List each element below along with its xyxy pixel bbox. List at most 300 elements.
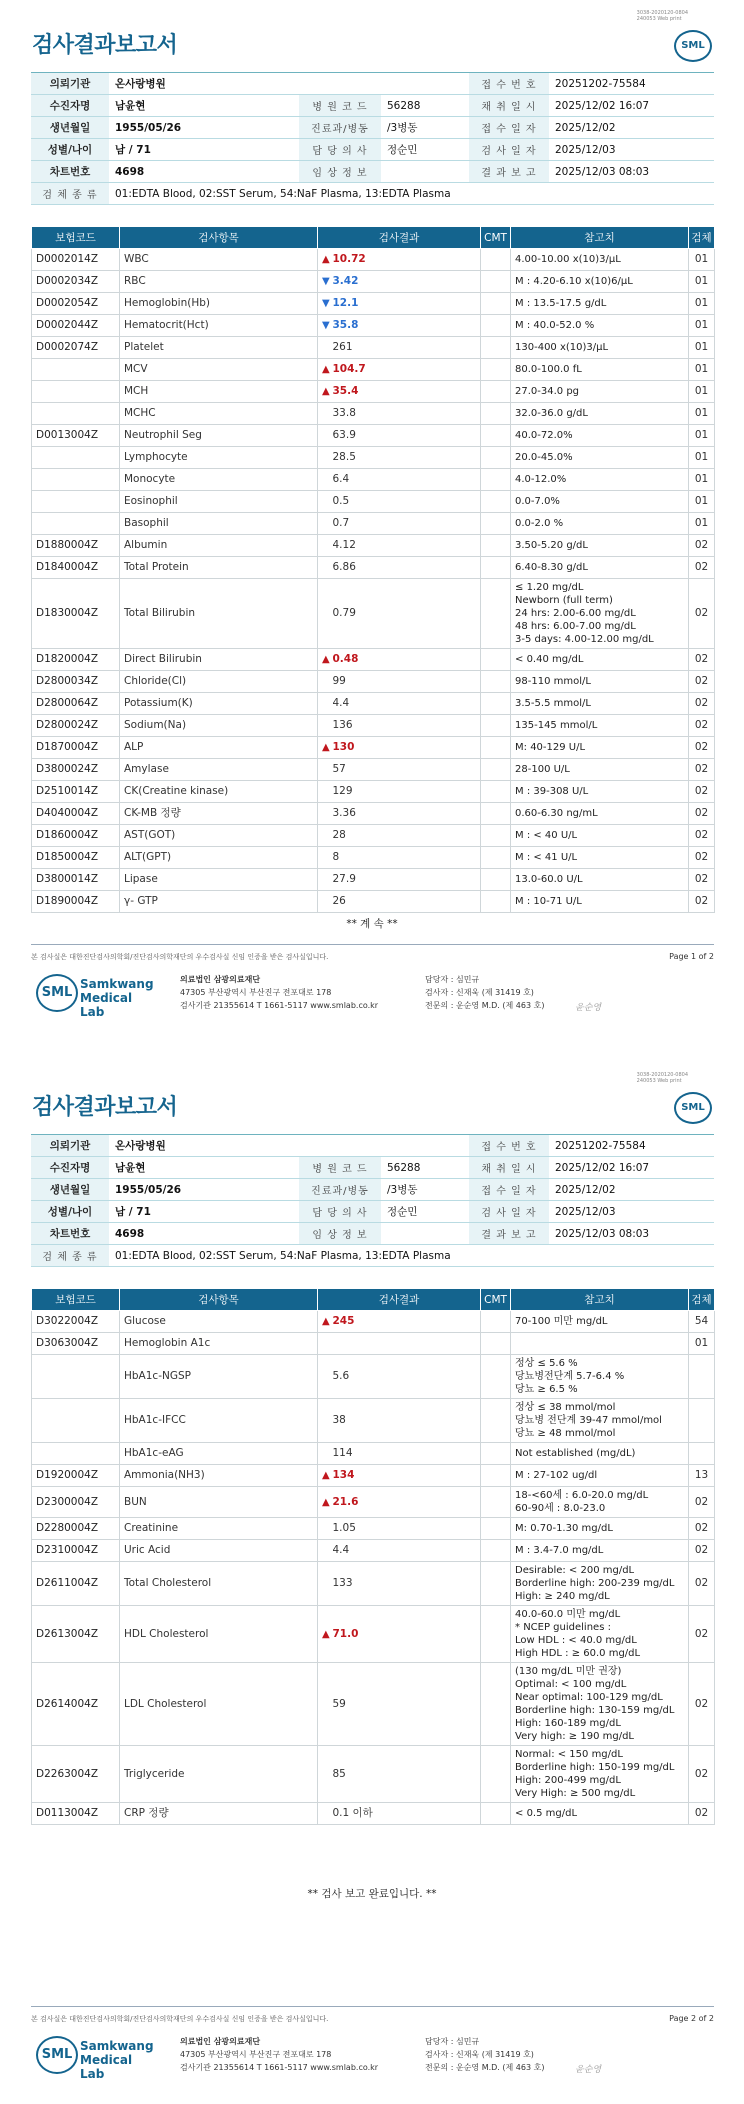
header-item: 검사항목 bbox=[120, 227, 318, 249]
test-result: 3.42 bbox=[330, 271, 481, 293]
hospital-code-value: 56288 bbox=[381, 95, 469, 117]
insurance-code: D2800024Z bbox=[32, 715, 120, 737]
dept-value: /3병동 bbox=[381, 1179, 469, 1201]
test-result bbox=[330, 1333, 481, 1355]
cmt-cell bbox=[481, 1355, 511, 1399]
specimen-code: 02 bbox=[689, 825, 715, 847]
result-row bbox=[32, 737, 715, 759]
reference-range: 130-400 x(10)3/µL bbox=[511, 337, 689, 359]
cmt-cell bbox=[481, 803, 511, 825]
label-received: 접 수 일 자 bbox=[469, 117, 549, 139]
sex-age-value: 남 / 71 bbox=[109, 1201, 299, 1223]
cmt-cell bbox=[481, 513, 511, 535]
continued-text: ** 계 속 ** bbox=[346, 918, 398, 930]
reference-range: 40.0-72.0% bbox=[511, 425, 689, 447]
test-result: 5.6 bbox=[330, 1355, 481, 1399]
cmt-cell bbox=[481, 737, 511, 759]
cmt-cell bbox=[481, 469, 511, 491]
reference-range: M: 0.70-1.30 mg/dL bbox=[511, 1518, 689, 1540]
lab-address: 47305 부산광역시 부산진구 전포대로 178 bbox=[180, 2050, 332, 2059]
doctor-value: 정순민 bbox=[381, 139, 469, 161]
reference-range: 3.50-5.20 g/dL bbox=[511, 535, 689, 557]
label-receipt-no: 접 수 번 호 bbox=[469, 1135, 549, 1157]
test-item: Triglyceride bbox=[120, 1746, 318, 1803]
specimen-code: 02 bbox=[689, 737, 715, 759]
reference-range: M : 4.20-6.10 x(10)6/µL bbox=[511, 271, 689, 293]
result-row bbox=[32, 671, 715, 693]
insurance-code: D3800024Z bbox=[32, 759, 120, 781]
test-item: Creatinine bbox=[120, 1518, 318, 1540]
cmt-cell bbox=[481, 1540, 511, 1562]
test-item: Monocyte bbox=[120, 469, 318, 491]
label-tested: 검 사 일 자 bbox=[469, 1201, 549, 1223]
high-flag-icon: ▲ bbox=[318, 249, 330, 271]
specialist: 전문의 : 운순영 M.D. (제 463 호) bbox=[425, 1001, 545, 1010]
flag-cell bbox=[318, 715, 330, 737]
flag-cell bbox=[318, 1399, 330, 1443]
insurance-code: D1890004Z bbox=[32, 891, 120, 913]
cmt-cell bbox=[481, 1663, 511, 1746]
specimen-code: 13 bbox=[689, 1465, 715, 1487]
header-spec: 검체 bbox=[689, 1289, 715, 1311]
insurance-code: D0002044Z bbox=[32, 315, 120, 337]
test-item: Amylase bbox=[120, 759, 318, 781]
test-result: 63.9 bbox=[330, 425, 481, 447]
insurance-code: D2300004Z bbox=[32, 1487, 120, 1518]
report-title: 검사결과보고서 bbox=[32, 1095, 178, 1120]
result-row bbox=[32, 1663, 715, 1746]
label-sex-age: 성별/나이 bbox=[31, 139, 109, 161]
insurance-code: D2614004Z bbox=[32, 1663, 120, 1746]
cmt-cell bbox=[481, 759, 511, 781]
report-title: 검사결과보고서 bbox=[32, 33, 178, 58]
specimen-code: 01 bbox=[689, 359, 715, 381]
reference-range: 4.00-10.00 x(10)3/µL bbox=[511, 249, 689, 271]
specimen-code bbox=[689, 1399, 715, 1443]
patient-info-table bbox=[31, 1134, 714, 1267]
specimen-code: 01 bbox=[689, 337, 715, 359]
test-result: 130 bbox=[330, 737, 481, 759]
test-item: LDL Cholesterol bbox=[120, 1663, 318, 1746]
reference-range: 정상 ≤ 5.6 % 당뇨병전단계 5.7-6.4 % 당뇨 ≥ 6.5 % bbox=[511, 1355, 689, 1399]
insurance-code: D0002074Z bbox=[32, 337, 120, 359]
test-item: Hemoglobin(Hb) bbox=[120, 293, 318, 315]
test-item: MCH bbox=[120, 381, 318, 403]
reference-range: 0.0-2.0 % bbox=[511, 513, 689, 535]
insurance-code: D0002034Z bbox=[32, 271, 120, 293]
test-result: 28 bbox=[330, 825, 481, 847]
test-result: 133 bbox=[330, 1562, 481, 1606]
result-row bbox=[32, 759, 715, 781]
reference-range: M: 40-129 U/L bbox=[511, 737, 689, 759]
specimen-code: 02 bbox=[689, 1606, 715, 1663]
reference-range: 28-100 U/L bbox=[511, 759, 689, 781]
flag-cell bbox=[318, 425, 330, 447]
test-result: 33.8 bbox=[330, 403, 481, 425]
result-row bbox=[32, 491, 715, 513]
insurance-code: D3800014Z bbox=[32, 869, 120, 891]
test-result: 4.12 bbox=[330, 535, 481, 557]
specimen-code: 01 bbox=[689, 425, 715, 447]
cmt-cell bbox=[481, 337, 511, 359]
lab-address: 47305 부산광역시 부산진구 전포대로 178 bbox=[180, 988, 332, 997]
lab-contact: 검사기관 21355614 T 1661-5117 www.smlab.co.kr bbox=[180, 2063, 379, 2072]
test-result: 21.6 bbox=[330, 1487, 481, 1518]
test-result: 0.5 bbox=[330, 491, 481, 513]
lab-name-line2: Medical Lab bbox=[80, 2053, 133, 2081]
test-result: 4.4 bbox=[330, 1540, 481, 1562]
reference-range: 3.5-5.5 mmol/L bbox=[511, 693, 689, 715]
insurance-code: D2613004Z bbox=[32, 1606, 120, 1663]
header-cmt: CMT bbox=[481, 1289, 511, 1311]
report-page-1 bbox=[0, 0, 744, 1040]
specimen-value: 01:EDTA Blood, 02:SST Serum, 54:NaF Plasma, 13:EDTA Plasma bbox=[109, 183, 714, 205]
result-row bbox=[32, 803, 715, 825]
cmt-cell bbox=[481, 1746, 511, 1803]
test-result: 27.9 bbox=[330, 869, 481, 891]
header-ref: 참고치 bbox=[511, 1289, 689, 1311]
reference-range: 80.0-100.0 fL bbox=[511, 359, 689, 381]
flag-cell bbox=[318, 1443, 330, 1465]
result-row bbox=[32, 649, 715, 671]
reference-range: Not established (mg/dL) bbox=[511, 1443, 689, 1465]
insurance-code: D2280004Z bbox=[32, 1518, 120, 1540]
label-specimen: 검 체 종 류 bbox=[31, 1245, 109, 1267]
flag-cell bbox=[318, 1663, 330, 1746]
cmt-cell bbox=[481, 693, 511, 715]
reference-range: 0.0-7.0% bbox=[511, 491, 689, 513]
label-institution: 의뢰기관 bbox=[31, 73, 109, 95]
label-collected: 채 취 일 시 bbox=[469, 95, 549, 117]
lab-name-line1: Samkwang bbox=[80, 977, 154, 991]
certification-note: 본 검사실은 대한진단검사의학회/진단검사의학재단의 우수검사실 신임 인증을 받은 검사실입니다. bbox=[31, 953, 329, 961]
test-item: AST(GOT) bbox=[120, 825, 318, 847]
flag-cell bbox=[318, 579, 330, 649]
reference-range: 32.0-36.0 g/dL bbox=[511, 403, 689, 425]
manager: 담당자 : 심민규 bbox=[425, 2037, 480, 2046]
result-row bbox=[32, 869, 715, 891]
specimen-code bbox=[689, 1443, 715, 1465]
flag-cell bbox=[318, 671, 330, 693]
samkwang-logo bbox=[36, 972, 156, 1019]
reference-range: M : 13.5-17.5 g/dL bbox=[511, 293, 689, 315]
insurance-code: D1880004Z bbox=[32, 535, 120, 557]
header-cmt: CMT bbox=[481, 227, 511, 249]
insurance-code: D0002054Z bbox=[32, 293, 120, 315]
patient-info-table bbox=[31, 72, 714, 205]
specimen-code: 01 bbox=[689, 381, 715, 403]
tester: 검사자 : 신재욱 (제 31419 호) bbox=[425, 2050, 534, 2059]
test-item: Lymphocyte bbox=[120, 447, 318, 469]
test-item: MCV bbox=[120, 359, 318, 381]
cmt-cell bbox=[481, 715, 511, 737]
birth-value: 1955/05/26 bbox=[109, 117, 299, 139]
insurance-code: D1830004Z bbox=[32, 579, 120, 649]
lab-org: 의료법인 삼광의료재단 bbox=[180, 975, 261, 984]
cmt-cell bbox=[481, 1606, 511, 1663]
cmt-cell bbox=[481, 847, 511, 869]
high-flag-icon: ▲ bbox=[318, 1465, 330, 1487]
flag-cell bbox=[318, 491, 330, 513]
reference-range: M : < 41 U/L bbox=[511, 847, 689, 869]
label-doctor: 담 당 의 사 bbox=[299, 1201, 381, 1223]
specimen-code: 02 bbox=[689, 535, 715, 557]
reference-range: 98-110 mmol/L bbox=[511, 671, 689, 693]
insurance-code: D0013004Z bbox=[32, 425, 120, 447]
test-item: Hemoglobin A1c bbox=[120, 1333, 318, 1355]
reference-range: 0.60-6.30 ng/mL bbox=[511, 803, 689, 825]
test-result: 8 bbox=[330, 847, 481, 869]
insurance-code: D2510014Z bbox=[32, 781, 120, 803]
specimen-code: 02 bbox=[689, 1562, 715, 1606]
flag-cell bbox=[318, 557, 330, 579]
insurance-code bbox=[32, 447, 120, 469]
collected-value: 2025/12/02 16:07 bbox=[549, 1157, 714, 1179]
result-row bbox=[32, 1746, 715, 1803]
reference-range: M : 27-102 ug/dl bbox=[511, 1465, 689, 1487]
page-number: Page 2 of 2 bbox=[669, 2014, 714, 2023]
test-result: 59 bbox=[330, 1663, 481, 1746]
insurance-code: D0113004Z bbox=[32, 1803, 120, 1825]
signatories bbox=[425, 973, 544, 1012]
label-received: 접 수 일 자 bbox=[469, 1179, 549, 1201]
specimen-code: 02 bbox=[689, 847, 715, 869]
reference-range: (130 mg/dL 미만 권장) Optimal: < 100 mg/dL Near optimal: 100-129 mg/dL Borderline high: 130-159 mg/dL High: 160-189 mg/dL Very high: ≥ 190 mg/dL bbox=[511, 1663, 689, 1746]
lab-name-line2: Medical Lab bbox=[80, 991, 133, 1019]
receipt-no-value: 20251202-75584 bbox=[549, 1135, 714, 1157]
reference-range: 정상 ≤ 38 mmol/mol 당뇨병 전단계 39-47 mmol/mol 당뇨 ≥ 48 mmol/mol bbox=[511, 1399, 689, 1443]
certification-note: 본 검사실은 대한진단검사의학회/진단검사의학재단의 우수검사실 신임 인증을 받은 검사실입니다. bbox=[31, 2015, 329, 2023]
test-item: BUN bbox=[120, 1487, 318, 1518]
cmt-cell bbox=[481, 447, 511, 469]
specimen-code: 02 bbox=[689, 715, 715, 737]
reference-range: M : 39-308 U/L bbox=[511, 781, 689, 803]
result-row bbox=[32, 715, 715, 737]
result-row bbox=[32, 359, 715, 381]
reference-range: 4.0-12.0% bbox=[511, 469, 689, 491]
test-result: 12.1 bbox=[330, 293, 481, 315]
reference-range: 20.0-45.0% bbox=[511, 447, 689, 469]
insurance-code bbox=[32, 491, 120, 513]
specimen-code: 02 bbox=[689, 1803, 715, 1825]
test-result: 99 bbox=[330, 671, 481, 693]
label-patient: 수진자명 bbox=[31, 1157, 109, 1179]
specimen-code: 01 bbox=[689, 491, 715, 513]
doctor-value: 정순민 bbox=[381, 1201, 469, 1223]
flag-cell bbox=[318, 403, 330, 425]
high-flag-icon: ▲ bbox=[318, 1311, 330, 1333]
lab-contact: 검사기관 21355614 T 1661-5117 www.smlab.co.kr bbox=[180, 1001, 379, 1010]
flag-cell bbox=[318, 759, 330, 781]
specimen-code: 01 bbox=[689, 1333, 715, 1355]
reference-range: < 0.5 mg/dL bbox=[511, 1803, 689, 1825]
report-page-2 bbox=[0, 1062, 744, 2102]
high-flag-icon: ▲ bbox=[318, 737, 330, 759]
test-item: γ- GTP bbox=[120, 891, 318, 913]
chart-value: 4698 bbox=[109, 161, 299, 183]
cmt-cell bbox=[481, 891, 511, 913]
result-row bbox=[32, 249, 715, 271]
cmt-cell bbox=[481, 649, 511, 671]
specimen-code: 02 bbox=[689, 1540, 715, 1562]
test-item: HbA1c-eAG bbox=[120, 1443, 318, 1465]
reference-range bbox=[511, 1333, 689, 1355]
test-item: Neutrophil Seg bbox=[120, 425, 318, 447]
flag-cell bbox=[318, 447, 330, 469]
lab-address-block bbox=[180, 973, 378, 1012]
test-result: 28.5 bbox=[330, 447, 481, 469]
test-item: Hematocrit(Hct) bbox=[120, 315, 318, 337]
test-item: HbA1c-IFCC bbox=[120, 1399, 318, 1443]
flag-cell bbox=[318, 781, 330, 803]
test-item: HbA1c-NGSP bbox=[120, 1355, 318, 1399]
insurance-code: D2800034Z bbox=[32, 671, 120, 693]
result-row bbox=[32, 1311, 715, 1333]
reference-range: M : 40.0-52.0 % bbox=[511, 315, 689, 337]
test-result: 6.86 bbox=[330, 557, 481, 579]
cmt-cell bbox=[481, 403, 511, 425]
result-row bbox=[32, 693, 715, 715]
result-row bbox=[32, 535, 715, 557]
label-birth: 생년월일 bbox=[31, 117, 109, 139]
insurance-code: D2800064Z bbox=[32, 693, 120, 715]
flag-cell bbox=[318, 1333, 330, 1355]
result-row bbox=[32, 1487, 715, 1518]
results-table-page-2 bbox=[31, 1288, 715, 1825]
footer-divider bbox=[31, 944, 714, 945]
result-row bbox=[32, 425, 715, 447]
result-row bbox=[32, 469, 715, 491]
header-code: 보험코드 bbox=[32, 1289, 120, 1311]
cmt-cell bbox=[481, 1803, 511, 1825]
result-row bbox=[32, 315, 715, 337]
test-item: Potassium(K) bbox=[120, 693, 318, 715]
specimen-code: 02 bbox=[689, 1518, 715, 1540]
header-code: 보험코드 bbox=[32, 227, 120, 249]
specimen-code: 02 bbox=[689, 579, 715, 649]
label-reported: 결 과 보 고 bbox=[469, 161, 549, 183]
test-result: 134 bbox=[330, 1465, 481, 1487]
cmt-cell bbox=[481, 869, 511, 891]
insurance-code: D4040004Z bbox=[32, 803, 120, 825]
insurance-code: D2611004Z bbox=[32, 1562, 120, 1606]
specimen-value: 01:EDTA Blood, 02:SST Serum, 54:NaF Plasma, 13:EDTA Plasma bbox=[109, 1245, 714, 1267]
test-result: 71.0 bbox=[330, 1606, 481, 1663]
test-result: 104.7 bbox=[330, 359, 481, 381]
flag-cell bbox=[318, 1746, 330, 1803]
doc-code: 3038-2020120-0804 240053 Web print bbox=[636, 10, 688, 22]
result-row bbox=[32, 579, 715, 649]
result-row bbox=[32, 847, 715, 869]
patient-name: 남윤현 bbox=[109, 95, 299, 117]
insurance-code: D1870004Z bbox=[32, 737, 120, 759]
insurance-code bbox=[32, 469, 120, 491]
test-item: Eosinophil bbox=[120, 491, 318, 513]
test-item: CRP 정량 bbox=[120, 1803, 318, 1825]
cmt-cell bbox=[481, 825, 511, 847]
test-item: CK-MB 정량 bbox=[120, 803, 318, 825]
cmt-cell bbox=[481, 315, 511, 337]
signature: 윤순영 bbox=[575, 2065, 602, 2075]
samkwang-logo bbox=[36, 2034, 156, 2081]
specimen-code: 01 bbox=[689, 315, 715, 337]
page-number: Page 1 of 2 bbox=[669, 952, 714, 961]
test-item: Basophil bbox=[120, 513, 318, 535]
cmt-cell bbox=[481, 491, 511, 513]
reference-range: 18-<60세 : 6.0-20.0 mg/dL 60-90세 : 8.0-23.0 bbox=[511, 1487, 689, 1518]
results-table-page-1 bbox=[31, 226, 715, 913]
label-chart: 차트번호 bbox=[31, 161, 109, 183]
reference-range: Normal: < 150 mg/dL Borderline high: 150-199 mg/dL High: 200-499 mg/dL Very High: ≥ 500 mg/dL bbox=[511, 1746, 689, 1803]
test-item: Total Protein bbox=[120, 557, 318, 579]
result-row bbox=[32, 1540, 715, 1562]
lab-address-block bbox=[180, 2035, 378, 2074]
cmt-cell bbox=[481, 1333, 511, 1355]
specimen-code: 01 bbox=[689, 513, 715, 535]
manager: 담당자 : 심민규 bbox=[425, 975, 480, 984]
insurance-code: D1850004Z bbox=[32, 847, 120, 869]
header-item: 검사항목 bbox=[120, 1289, 318, 1311]
insurance-code: D1920004Z bbox=[32, 1465, 120, 1487]
patient-name: 남윤현 bbox=[109, 1157, 299, 1179]
high-flag-icon: ▲ bbox=[318, 1487, 330, 1518]
insurance-code bbox=[32, 1355, 120, 1399]
test-item: Chloride(Cl) bbox=[120, 671, 318, 693]
result-row bbox=[32, 1399, 715, 1443]
insurance-code bbox=[32, 1399, 120, 1443]
insurance-code: D2310004Z bbox=[32, 1540, 120, 1562]
cmt-cell bbox=[481, 671, 511, 693]
label-dept: 진료과/병동 bbox=[299, 117, 381, 139]
test-item: WBC bbox=[120, 249, 318, 271]
specimen-code: 01 bbox=[689, 271, 715, 293]
test-result: 38 bbox=[330, 1399, 481, 1443]
label-doctor: 담 당 의 사 bbox=[299, 139, 381, 161]
cmt-cell bbox=[481, 425, 511, 447]
specimen-code: 54 bbox=[689, 1311, 715, 1333]
test-item: Lipase bbox=[120, 869, 318, 891]
test-result: 3.36 bbox=[330, 803, 481, 825]
label-receipt-no: 접 수 번 호 bbox=[469, 73, 549, 95]
header-ref: 참고치 bbox=[511, 227, 689, 249]
cmt-cell bbox=[481, 1443, 511, 1465]
specimen-code: 02 bbox=[689, 1663, 715, 1746]
cmt-cell bbox=[481, 1465, 511, 1487]
test-item: HDL Cholesterol bbox=[120, 1606, 318, 1663]
specimen-code: 02 bbox=[689, 1487, 715, 1518]
cmt-cell bbox=[481, 1487, 511, 1518]
result-row bbox=[32, 271, 715, 293]
result-row bbox=[32, 1606, 715, 1663]
high-flag-icon: ▲ bbox=[318, 649, 330, 671]
test-result: 10.72 bbox=[330, 249, 481, 271]
header-result: 검사결과 bbox=[318, 227, 481, 249]
cmt-cell bbox=[481, 781, 511, 803]
specimen-code: 02 bbox=[689, 693, 715, 715]
specimen-code: 02 bbox=[689, 803, 715, 825]
test-item: RBC bbox=[120, 271, 318, 293]
sml-logo: SML bbox=[674, 30, 712, 62]
label-collected: 채 취 일 시 bbox=[469, 1157, 549, 1179]
cmt-cell bbox=[481, 271, 511, 293]
flag-cell bbox=[318, 513, 330, 535]
low-flag-icon: ▼ bbox=[318, 293, 330, 315]
reference-range: 40.0-60.0 미만 mg/dL * NCEP guidelines : Low HDL : < 40.0 mg/dL High HDL : ≥ 60.0 mg/dL bbox=[511, 1606, 689, 1663]
test-result: 85 bbox=[330, 1746, 481, 1803]
reference-range: M : 10-71 U/L bbox=[511, 891, 689, 913]
insurance-code bbox=[32, 1443, 120, 1465]
test-result: 0.48 bbox=[330, 649, 481, 671]
